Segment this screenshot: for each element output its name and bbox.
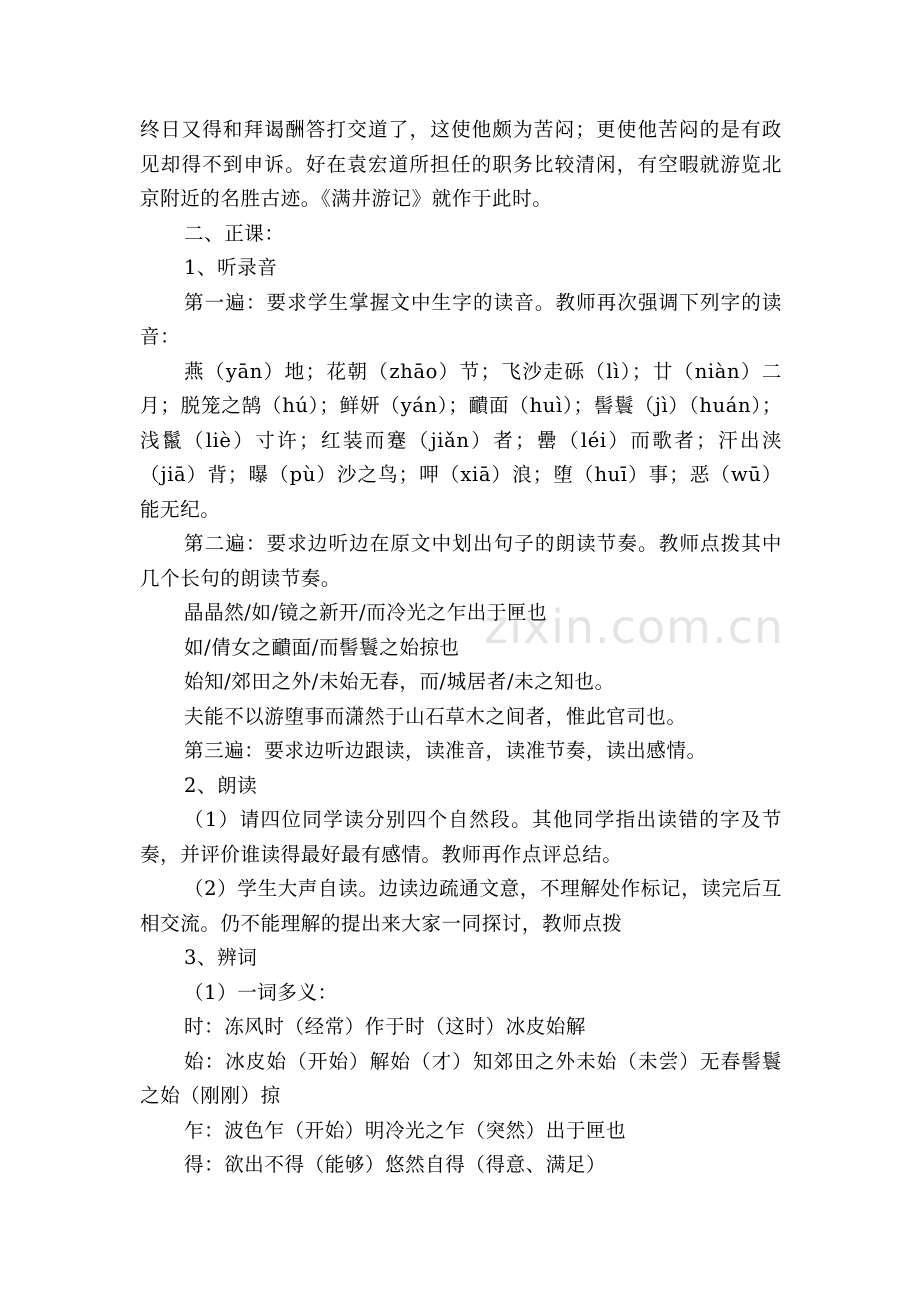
- polysemy-item-shi: 时：冻风时（经常）作于时（这时）冰皮始解: [184, 1015, 587, 1038]
- paragraph-read-aloud-2: （2）学生大声自读。边读边疏通文意，不理解处作标记，读完后互相交流。仍不能理解的提出来大家一同探讨，教师点拨: [140, 877, 782, 935]
- step-heading-word-analysis: 3、辨词: [184, 946, 258, 969]
- rhythm-sentence-2: 如/倩女之靧面/而髻鬟之始掠也: [184, 635, 460, 659]
- section-heading-main-lesson: 二、正课：: [184, 221, 285, 245]
- watermark: zixin.com.cn: [484, 600, 785, 654]
- polysemy-item-zha: 乍：波色乍（开始）明冷光之乍（突然）出于匣也: [184, 1118, 627, 1142]
- rhythm-sentence-3: 始知/郊田之外/未始无春，而/城居者/未之知也。: [184, 670, 615, 693]
- step-heading-read-aloud: 2、朗读: [184, 773, 258, 797]
- paragraph-first-listening: 第一遍：要求学生掌握文中生字的读音。教师再次强调下列字的读音：: [140, 290, 782, 348]
- paragraph-pronunciation-list: 燕（yān）地；花朝（zhāo）节；飞沙走砾（lì）；廿（niàn）二月；脱笼之鹄（hú）；鲜妍（yán）；靧面（huì）；髻鬟（jì）（huán）；浅鬣（liè）寸许；红装而蹇（jiǎn）者；罍（léi）而歌者；汗出浃（jiā）背；曝（pù）沙之鸟；呷（xiā）浪；堕（huī）事；恶（wū）能无纪。: [140, 359, 782, 521]
- polysemy-item-shi-start: 始：冰皮始（开始）解始（才）知郊田之外未始（未尝）无春髻鬟之始（刚刚）掠: [140, 1049, 782, 1107]
- paragraph-second-listening: 第二遍：要求边听边在原文中划出句子的朗读节奏。教师点拨其中几个长句的朗读节奏。: [140, 532, 782, 590]
- subheading-polysemy: （1）一词多义：: [184, 980, 338, 1004]
- rhythm-sentence-1: 晶晶然/如/镜之新开/而冷光之乍出于匣也: [184, 601, 548, 624]
- paragraph-background: 终日又得和拜谒酬答打交道了，这使他颇为苦闷；更使他苦闷的是有政见却得不到申诉。好在袁宏道所担任的职务比较清闲，有空暇就游览北京附近的名胜古迹。《满井游记》就作于此时。: [140, 118, 782, 210]
- step-heading-listen: 1、听录音: [184, 256, 278, 279]
- paragraph-read-aloud-1: （1）请四位同学读分别四个自然段。其他同学指出读错的字及节奏，并评价谁读得最好最有感情。教师再作点评总结。: [140, 808, 782, 866]
- rhythm-sentence-4: 夫能不以游堕事而潇然于山石草木之间者，惟此官司也。: [184, 704, 687, 728]
- paragraph-third-listening: 第三遍：要求边听边跟读，读准音，读准节奏，读出感情。: [184, 739, 707, 762]
- polysemy-item-de: 得：欲出不得（能够）悠然自得（得意、满足）: [184, 1153, 607, 1176]
- document-body: [140, 113, 785, 1183]
